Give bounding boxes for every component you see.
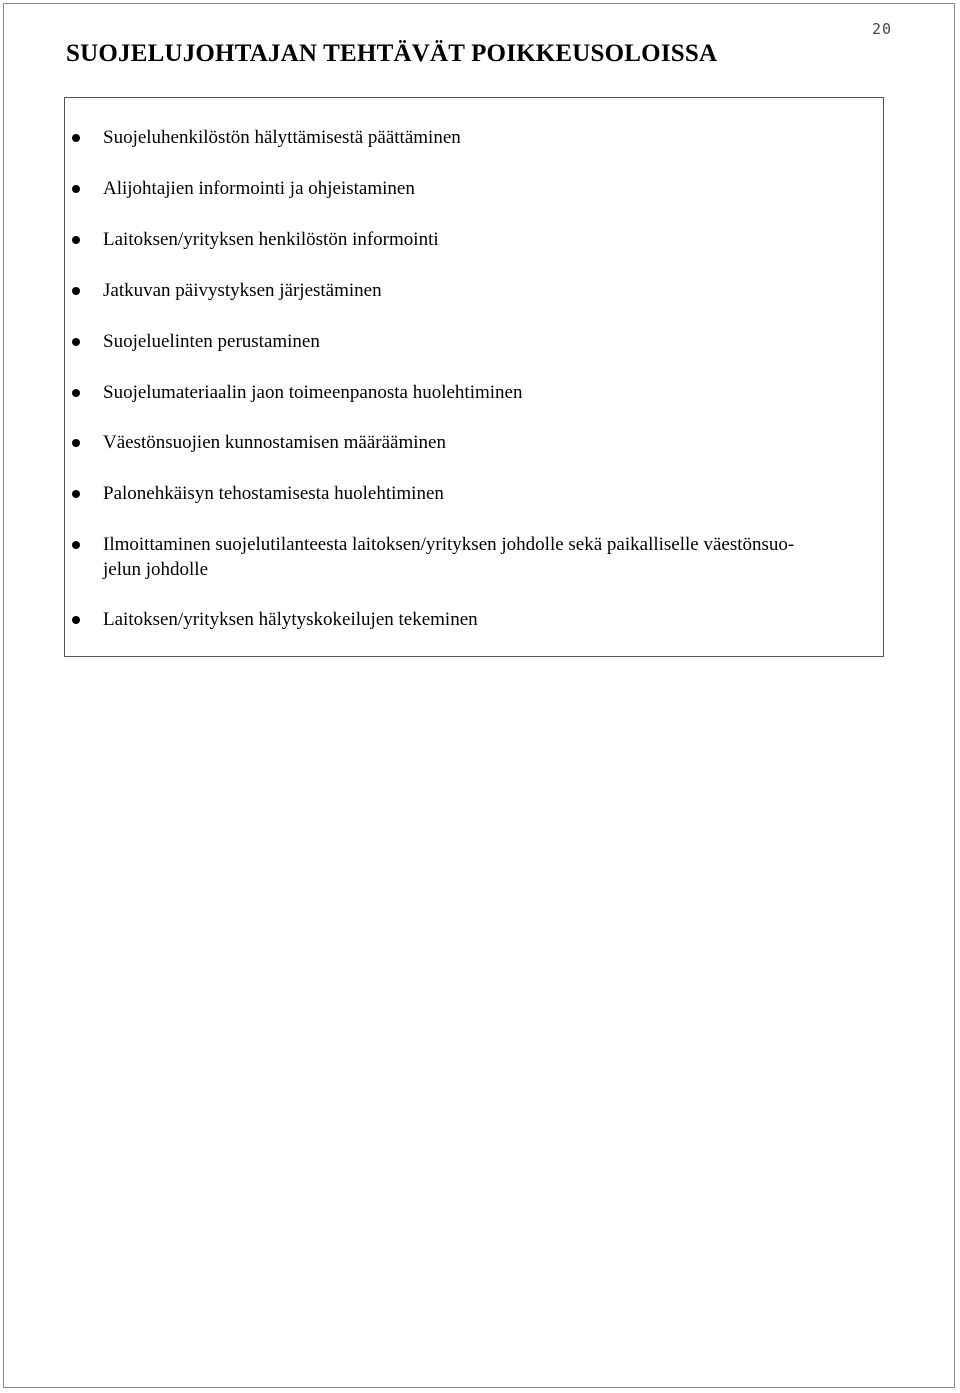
list-item-text: Suojeluhenkilöstön hälyttämisestä päättäminen — [103, 127, 461, 148]
list-item-text: Palonehkäisyn tehostamisesta huolehtiminen — [103, 483, 444, 504]
list-item — [65, 481, 865, 506]
bullet-icon — [72, 490, 80, 498]
bullet-icon — [72, 439, 80, 447]
list-item-text: Alijohtajien informointi ja ohjeistaminen — [103, 178, 415, 199]
bullet-icon — [72, 616, 80, 624]
bullet-icon — [72, 185, 80, 193]
list-item-text: Laitoksen/yrityksen henkilöstön informointi — [103, 229, 439, 250]
list-item-text: Laitoksen/yrityksen hälytyskokeilujen tekeminen — [103, 609, 478, 630]
list-item — [65, 430, 865, 455]
list-item-text-line: Ilmoittaminen suojelutilanteesta laitoksen/yrityksen johdolle sekä paikalliselle väestönsuo- — [103, 534, 795, 555]
list-item-text — [103, 532, 865, 582]
page-number: 20 — [872, 20, 893, 38]
list-item-text-line: jelun johdolle — [103, 559, 209, 580]
bullet-icon — [72, 287, 80, 295]
list-item — [65, 532, 865, 582]
bullet-icon — [72, 134, 80, 142]
list-item-text: Suojelumateriaalin jaon toimeenpanosta huolehtiminen — [103, 382, 523, 403]
list-item — [65, 380, 865, 405]
list-item — [65, 329, 865, 354]
page-title: SUOJELUJOHTAJAN TEHTÄVÄT POIKKEUSOLOISSA — [66, 40, 718, 67]
list-item — [65, 607, 865, 632]
bullet-icon — [72, 338, 80, 346]
list-item — [65, 227, 865, 252]
list-item-text: Jatkuvan päivystyksen järjestäminen — [103, 280, 382, 301]
list-item-text: Väestönsuojien kunnostamisen määrääminen — [103, 432, 446, 453]
list-item — [65, 278, 865, 303]
bullet-icon — [72, 541, 80, 549]
list-item-text: Suojeluelinten perustaminen — [103, 331, 320, 352]
duty-list-box — [64, 97, 884, 657]
list-item — [65, 176, 865, 201]
bullet-icon — [72, 236, 80, 244]
bullet-icon — [72, 389, 80, 397]
list-item — [65, 125, 865, 150]
